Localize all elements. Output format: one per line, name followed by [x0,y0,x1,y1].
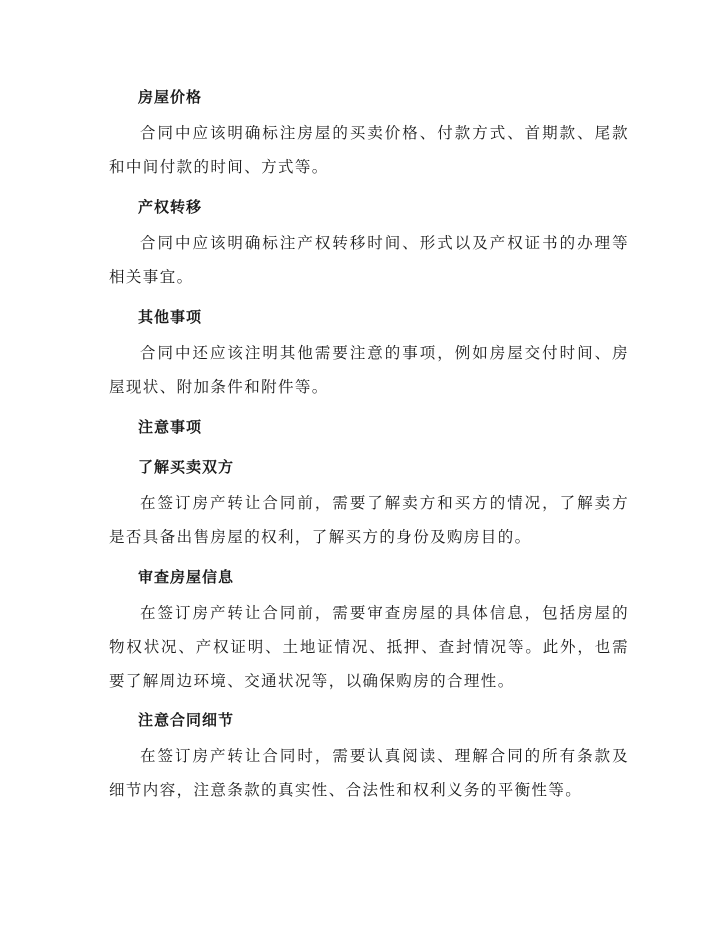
section-body-other-matters: 合同中还应该注明其他需要注意的事项，例如房屋交付时间、房屋现状、附加条件和附件等。 [109,344,629,396]
section-heading-other-matters: 其他事项 [138,308,203,326]
section-body-review-property: 在签订房产转让合同前，需要审查房屋的具体信息，包括房屋的物权状况、产权证明、土地证情况、抵押、查封情况等。此外，也需要了解周边环境、交通状况等，以确保购房的合理性。 [109,604,629,690]
section-heading-title-transfer: 产权转移 [138,198,203,216]
section-heading-contract-details: 注意合同细节 [138,711,235,729]
section-heading-review-property: 审查房屋信息 [138,568,235,586]
section-body-contract-details: 在签订房产转让合同时，需要认真阅读、理解合同的所有条款及细节内容，注意条款的真实性、合法性和权利义务的平衡性等。 [109,747,629,799]
section-body-house-price: 合同中应该明确标注房屋的买卖价格、付款方式、首期款、尾款和中间付款的时间、方式等。 [109,124,629,176]
section-body-title-transfer: 合同中应该明确标注产权转移时间、形式以及产权证书的办理等相关事宜。 [109,234,629,286]
section-heading-know-parties: 了解买卖双方 [138,458,235,476]
section-heading-house-price: 房屋价格 [138,88,203,106]
section-heading-precautions: 注意事项 [138,418,203,436]
section-body-know-parties: 在签订房产转让合同前，需要了解卖方和买方的情况，了解卖方是否具备出售房屋的权利，了解买方的身份及购房目的。 [109,494,629,546]
